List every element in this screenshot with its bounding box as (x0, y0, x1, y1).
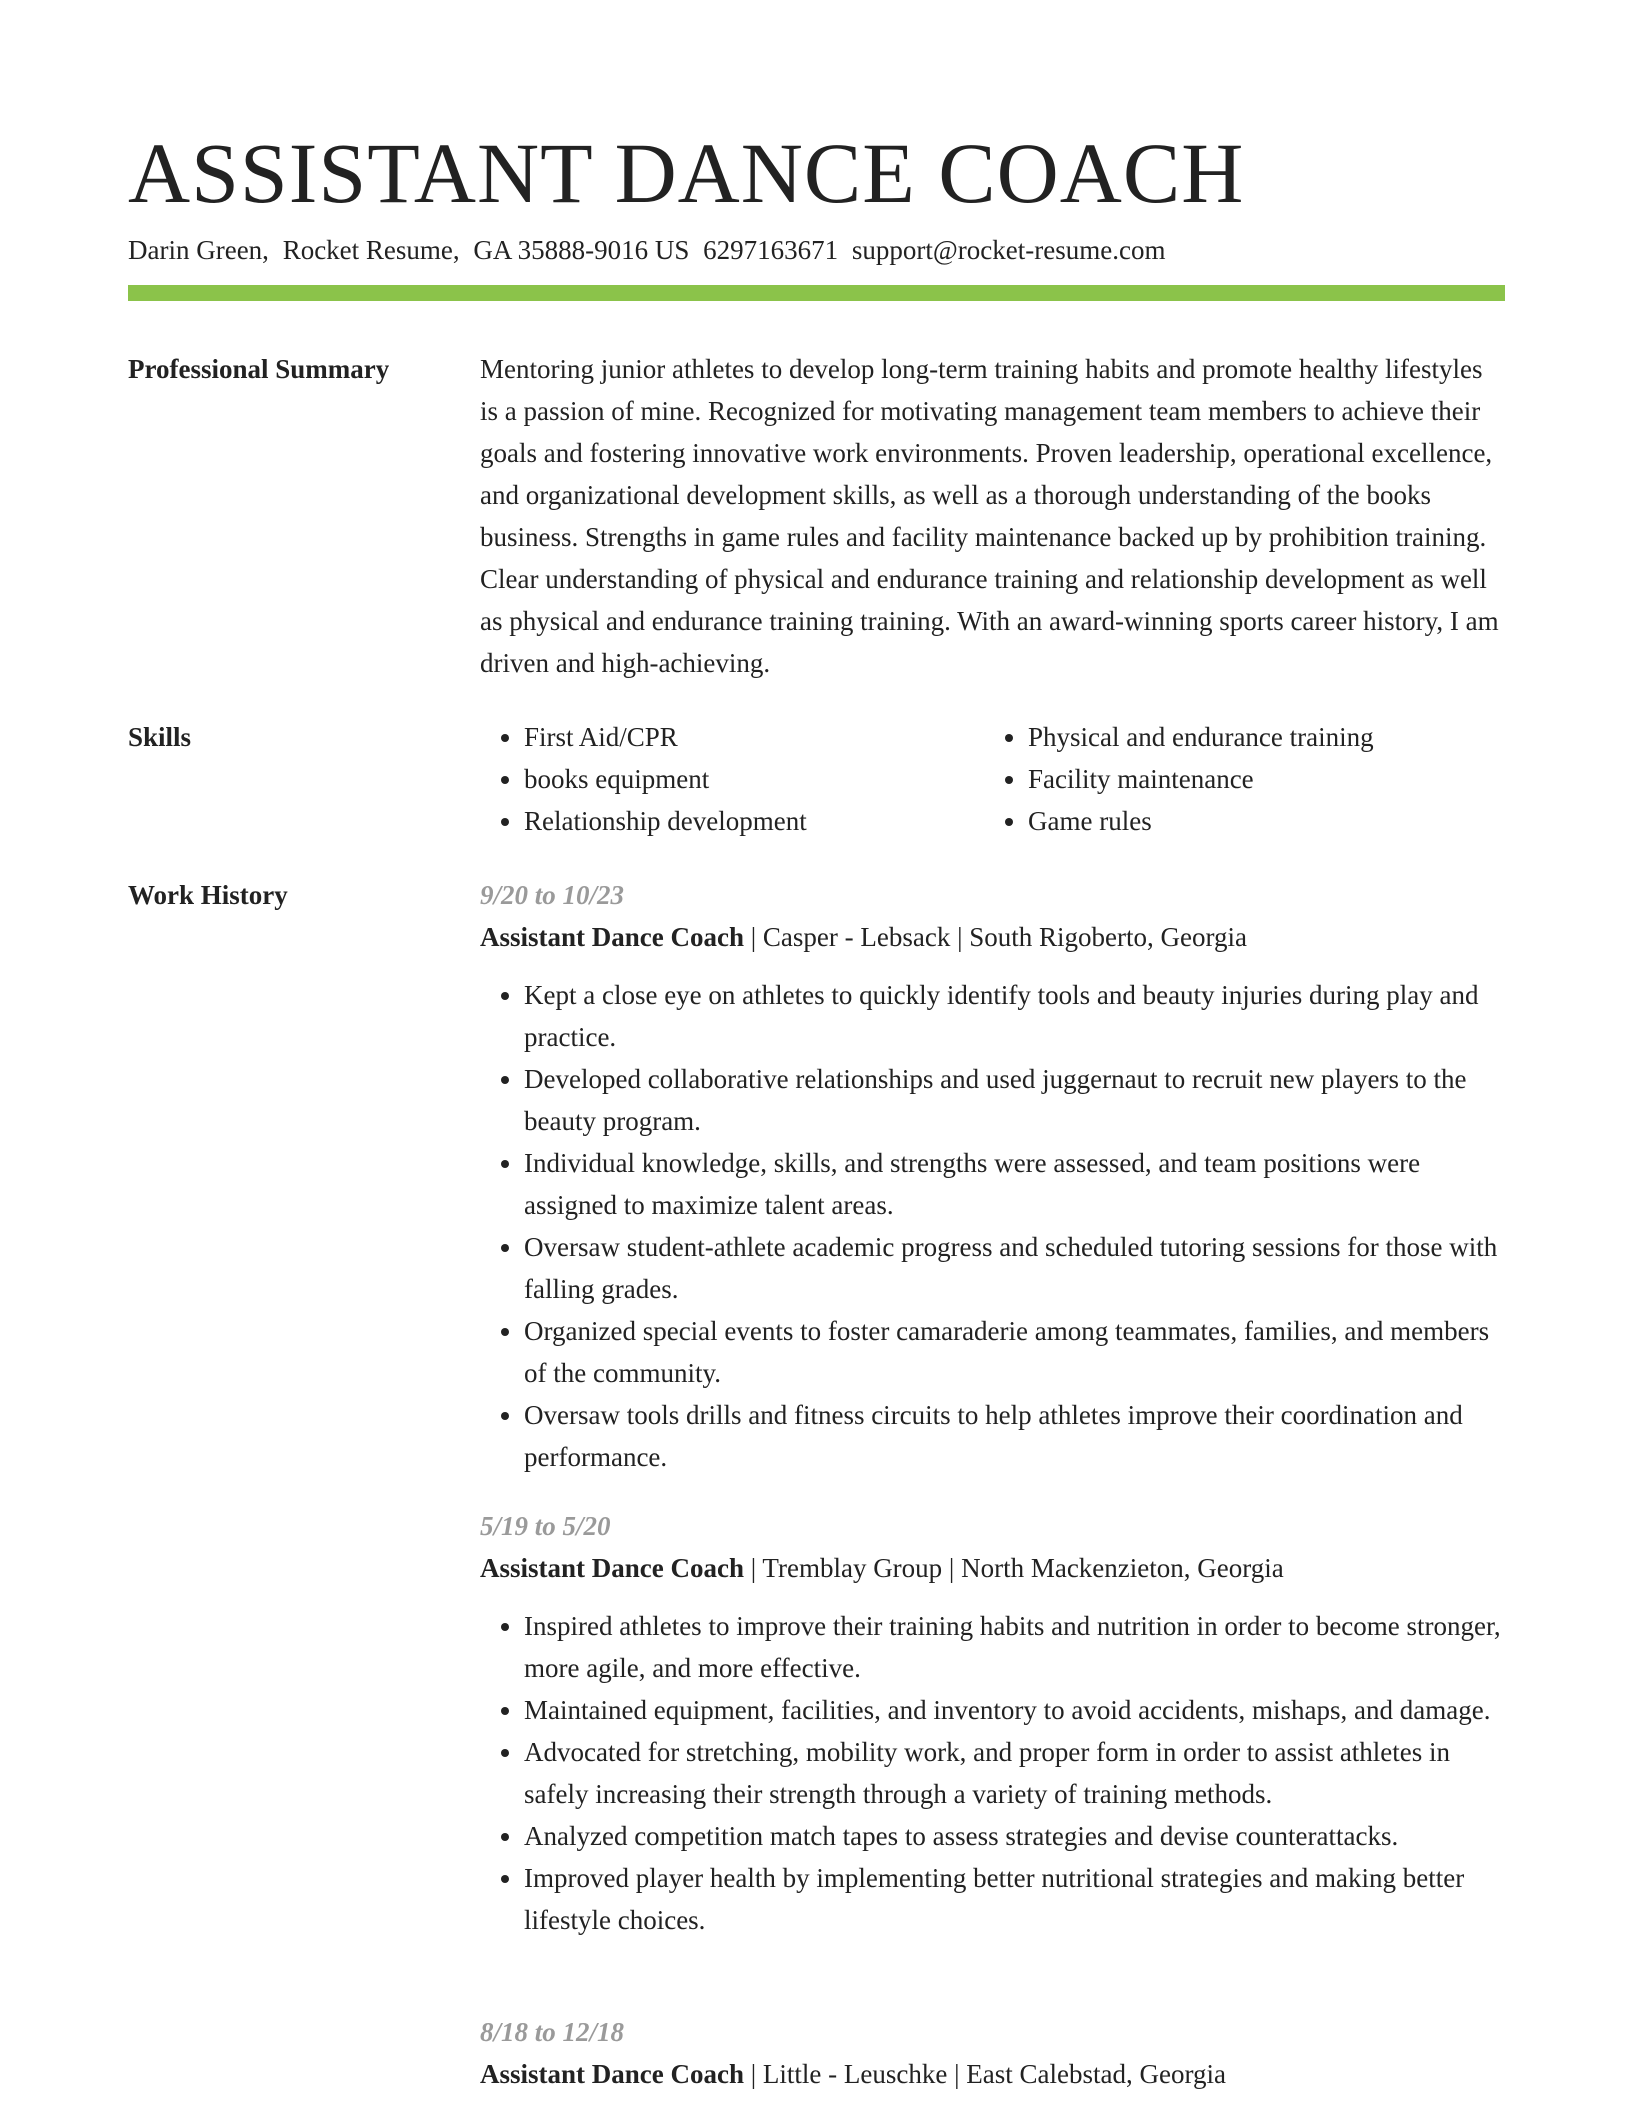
job-heading (480, 1547, 1505, 1589)
contact-line (128, 230, 1165, 270)
job-dates: 8/18 to 12/18 (480, 2017, 625, 2047)
job-bullet: • Developed collaborative relationships and used juggernaut to recruit new players to the beauty program. (524, 1058, 1505, 1142)
skill-item: • Facility maintenance (1028, 758, 1505, 800)
contact-location: GA 35888-9016 US (473, 235, 690, 265)
header-divider (128, 285, 1505, 301)
skills-list-right (984, 716, 1505, 842)
contact-email[interactable]: support@rocket-resume.com (851, 235, 1166, 265)
job-bullet: • Improved player health by implementing better nutritional strategies and making better lifestyle choices. (524, 1857, 1505, 1941)
job-entry (480, 1505, 1505, 1941)
job-bullets (480, 1605, 1505, 1941)
job-entry (480, 874, 1505, 1478)
job-details: | Little - Leuschke | East Calebstad, Georgia (744, 2059, 1226, 2089)
job-title: Assistant Dance Coach (480, 2059, 745, 2089)
skills-section (480, 716, 1505, 842)
job-title: Assistant Dance Coach (480, 1553, 745, 1583)
skill-item: • Game rules (1028, 800, 1505, 842)
contact-phone: 6297163671 (703, 235, 839, 265)
resume-title: ASSISTANT DANCE COACH (128, 125, 1245, 221)
skill-item: • First Aid/CPR (524, 716, 984, 758)
job-heading (480, 916, 1505, 958)
job-details: | Tremblay Group | North Mackenzieton, Georgia (744, 1553, 1284, 1583)
summary-heading: Professional Summary (128, 354, 390, 384)
contact-name: Darin Green, (128, 235, 269, 265)
job-bullets (480, 974, 1505, 1478)
job-bullet: • Advocated for stretching, mobility work, and proper form in order to assist athletes in safely increasing their strength through a variety of training methods. (524, 1731, 1505, 1815)
job-bullet: • Organized special events to foster camaraderie among teammates, families, and members of the community. (524, 1310, 1505, 1394)
skill-item: • Physical and endurance training (1028, 716, 1505, 758)
job-dates: 9/20 to 10/23 (480, 880, 625, 910)
job-entry (480, 2011, 1505, 2095)
summary-text: Mentoring junior athletes to develop long-term training habits and promote healthy lifestyles is a passion of mine. Recognized for motivating management team members to achieve their goals and fostering innovative work environments. Proven leadership, operational excellence, and organizational development skills, as well as a thorough understanding of the books business. Strengths in game rules and facility maintenance backed up by prohibition training. Clear understanding of physical and endurance training and relationship development as well as physical and endurance training training. With an award-winning sports career history, I am driven and high-achieving. (480, 354, 1499, 678)
job-title: Assistant Dance Coach (480, 922, 745, 952)
job-bullet: • Inspired athletes to improve their training habits and nutrition in order to become stronger, more agile, and more effective. (524, 1605, 1505, 1689)
job-heading (480, 2053, 1505, 2095)
work-history-heading: Work History (128, 880, 288, 910)
job-bullet: • Oversaw student-athlete academic progress and scheduled tutoring sessions for those with falling grades. (524, 1226, 1505, 1310)
skills-heading: Skills (128, 722, 192, 752)
job-bullet: • Individual knowledge, skills, and strengths were assessed, and team positions were assigned to maximize talent areas. (524, 1142, 1505, 1226)
job-dates: 5/19 to 5/20 (480, 1511, 611, 1541)
job-bullet: • Oversaw tools drills and fitness circuits to help athletes improve their coordination and performance. (524, 1394, 1505, 1478)
job-bullet: • Analyzed competition match tapes to assess strategies and devise counterattacks. (524, 1815, 1505, 1857)
job-bullet: • Maintained equipment, facilities, and inventory to avoid accidents, mishaps, and damage. (524, 1689, 1505, 1731)
skill-item: • Relationship development (524, 800, 984, 842)
job-bullet: • Kept a close eye on athletes to quickly identify tools and beauty injuries during play and practice. (524, 974, 1505, 1058)
job-details: | Casper - Lebsack | South Rigoberto, Georgia (744, 922, 1247, 952)
contact-company: Rocket Resume, (282, 235, 460, 265)
skill-item: • books equipment (524, 758, 984, 800)
skills-list-left (480, 716, 984, 842)
summary-section (480, 348, 1505, 684)
